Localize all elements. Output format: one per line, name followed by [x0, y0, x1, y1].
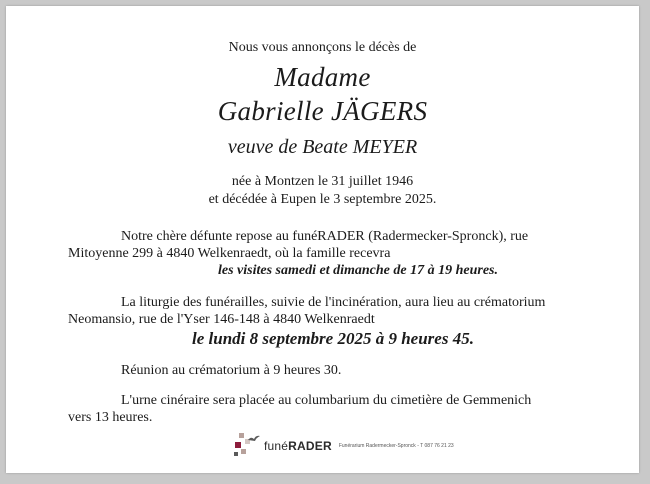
visitation-hours: les visites samedi et dimanche de 17 à 19 heures.	[218, 263, 498, 278]
urn-paragraph	[68, 392, 598, 426]
urn-line-1: L'urne cinéraire sera placée au columbarium du cimetière de Gemmenich	[121, 393, 532, 408]
logo-tagline: Funérarium Radermecker-Spronck - T 087 76 21 23	[338, 443, 454, 449]
meeting-line: Réunion au crématorium à 9 heures 30.	[121, 363, 342, 378]
intro-line: Nous vous annonçons le décès de	[228, 40, 417, 55]
logo-brand: funéRADER	[264, 439, 332, 453]
bird-icon	[248, 435, 260, 442]
deceased-title: Madame	[274, 62, 371, 92]
logo-squares-icon	[232, 433, 260, 459]
funeral-line-1: La liturgie des funérailles, suivie de l'incinération, aura lieu au crématorium	[121, 295, 546, 310]
obituary-card	[6, 6, 639, 473]
birth-line: née à Montzen le 31 juillet 1946	[231, 174, 414, 189]
deceased-name: Gabrielle JÄGERS	[217, 96, 428, 126]
funeral-line-2: Neomansio, rue de l'Yser 146-148 à 4840 Welkenraedt	[68, 312, 375, 327]
urn-line-2: vers 13 heures.	[68, 410, 153, 425]
death-line: et décédée à Eupen le 3 septembre 2025.	[208, 192, 437, 207]
funeral-paragraph	[68, 294, 598, 350]
meeting-paragraph	[68, 362, 598, 379]
birth-death-block	[6, 173, 639, 209]
widow-line: veuve de Beate MEYER	[227, 136, 418, 158]
visitation-line-2: Mitoyenne 299 à 4840 Welkenraedt, où la famille recevra	[68, 246, 391, 261]
visitation-line-1: Notre chère défunte repose au funéRADER (Radermecker-Spronck), rue	[121, 229, 529, 244]
funeral-home-logo	[232, 433, 454, 459]
funeral-date: le lundi 8 septembre 2025 à 9 heures 45.	[192, 329, 474, 348]
visitation-paragraph	[68, 228, 598, 279]
